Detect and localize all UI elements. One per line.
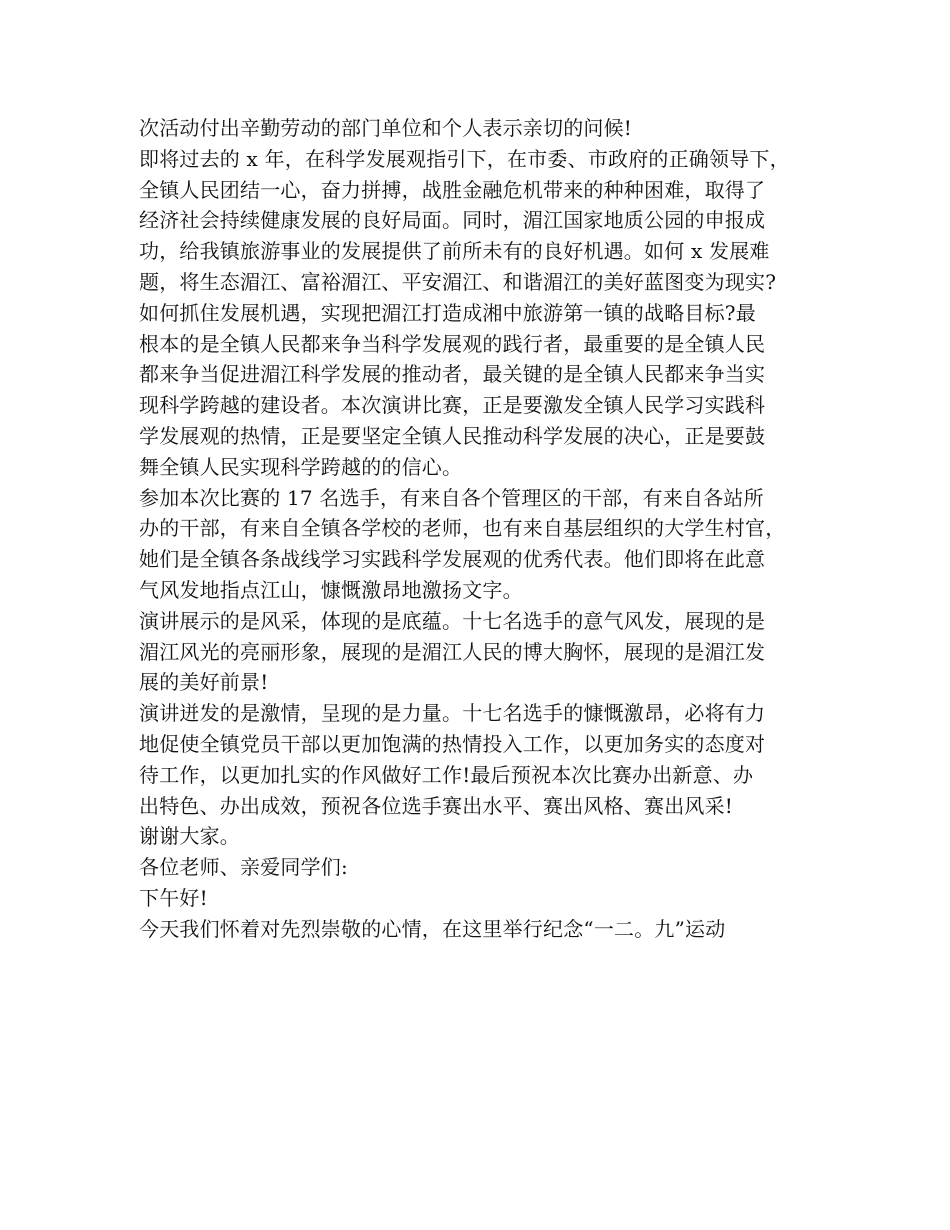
text-line: 参加本次比赛的 17 名选手，有来自各个管理区的干部，有来自各站所 — [139, 485, 764, 510]
text-line: 待工作，以更加扎实的作风做好工作!最后预祝本次比赛办出新意、办 — [139, 762, 754, 787]
text-line: 即将过去的 x 年，在科学发展观指引下，在市委、市政府的正确领导下， — [139, 146, 790, 171]
text-line: 学发展观的热情，正是要坚定全镇人民推动科学发展的决心，正是要鼓 — [139, 423, 766, 448]
text-line: 演讲迸发的是激情，呈现的是力量。十七名选手的慷慨激昂，必将有力 — [139, 701, 766, 726]
text-line: 展的美好前景! — [139, 670, 269, 695]
text-line: 根本的是全镇人民都来争当科学发展观的践行者，最重要的是全镇人民 — [139, 331, 766, 356]
text-line: 今天我们怀着对先烈崇敬的心情，在这里举行纪念“一二。九”运动 — [139, 916, 726, 941]
text-line: 各位老师、亲爱同学们: — [139, 855, 348, 880]
document-body — [139, 113, 829, 945]
text-line: 都来争当促进湄江科学发展的推动者，最关键的是全镇人民都来争当实 — [139, 362, 766, 387]
text-line: 演讲展示的是风采，体现的是底蕴。十七名选手的意气风发，展现的是 — [139, 608, 766, 633]
text-line: 功，给我镇旅游事业的发展提供了前所未有的良好机遇。如何 x 发展难 — [139, 239, 770, 264]
text-line: 舞全镇人民实现科学跨越的的信心。 — [139, 454, 463, 479]
text-line: 如何抓住发展机遇，实现把湄江打造成湘中旅游第一镇的战略目标?最 — [139, 300, 756, 325]
text-line: 全镇人民团结一心，奋力拼搏，战胜金融危机带来的种种困难，取得了 — [139, 177, 766, 202]
text-line: 谢谢大家。 — [139, 824, 240, 849]
text-line: 地促使全镇党员干部以更加饱满的热情投入工作，以更加务实的态度对 — [139, 731, 766, 756]
text-line: 题，将生态湄江、富裕湄江、平安湄江、和谐湄江的美好蓝图变为现实? — [139, 269, 777, 294]
text-line: 出特色、办出成效，预祝各位选手赛出水平、赛出风格、赛出风采! — [139, 793, 734, 818]
text-line: 经济社会持续健康发展的良好局面。同时，湄江国家地质公园的申报成 — [139, 208, 766, 233]
text-line: 现科学跨越的建设者。本次演讲比赛，正是要激发全镇人民学习实践科 — [139, 393, 766, 418]
text-line: 办的干部，有来自全镇各学校的老师，也有来自基层组织的大学生村官， — [139, 516, 786, 541]
text-line: 下午好! — [139, 885, 208, 910]
text-line: 次活动付出辛勤劳动的部门单位和个人表示亲切的问候! — [139, 116, 633, 140]
text-line: 她们是全镇各条战线学习实践科学发展观的优秀代表。他们即将在此意 — [139, 547, 766, 572]
text-line: 气风发地指点江山，慷慨激昂地激扬文字。 — [139, 577, 523, 602]
text-line: 湄江风光的亮丽形象，展现的是湄江人民的博大胸怀，展现的是湄江发 — [139, 639, 766, 664]
